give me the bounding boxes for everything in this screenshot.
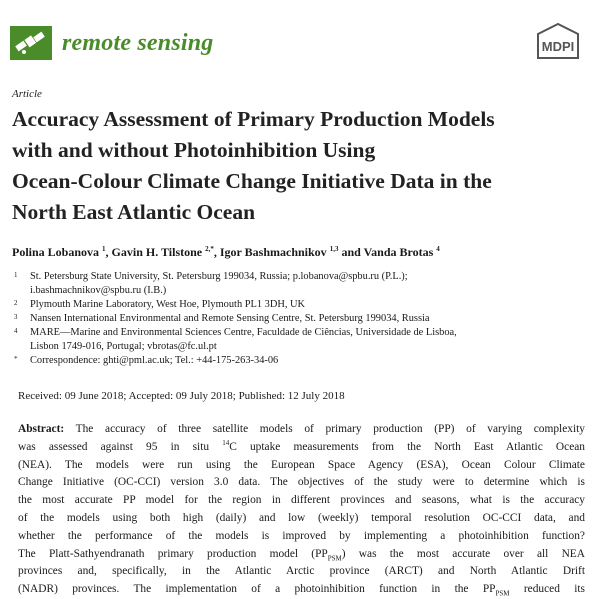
abstract-label: Abstract: bbox=[18, 423, 65, 435]
abstract-line: was assessed against 95 in situ $^{14}$C uptake measurements from the North East Atlantic Ocean bbox=[18, 439, 585, 453]
satellite-icon bbox=[10, 26, 52, 60]
abstract-line: Change Initiative (OC-CCI) version 3.0 data. The objectives of the study were to determine which is bbox=[18, 476, 585, 489]
abstract-line: Abstract: The accuracy of three satellite models of primary production (PP) of varying complexity bbox=[18, 423, 585, 435]
title-line: Ocean-Colour Climate Change Initiative Data in the bbox=[12, 169, 492, 193]
title-line: Accuracy Assessment of Primary Production Models bbox=[12, 107, 495, 131]
page-header bbox=[0, 0, 601, 80]
affiliation-4 bbox=[14, 326, 584, 354]
abstract-line: The Platt-Sathyendranath primary production model $(PP_{PSM})$ was the most accurate over all NEA bbox=[18, 547, 585, 562]
affiliation-marker: 4 bbox=[14, 327, 18, 335]
abstract-line: (NEA). The models were run using the European Space Agency (ESA), Ocean Colour Climate bbox=[18, 458, 585, 471]
affiliation-1 bbox=[14, 270, 584, 298]
abstract-line: whether the performance of the models is improved by implementing a photoinhibition function? bbox=[18, 529, 585, 542]
title-line: North East Atlantic Ocean bbox=[12, 200, 256, 224]
affiliation-text: Correspondence: ghti@pml.ac.uk; Tel.: +44-175-263-34-06 bbox=[30, 355, 279, 366]
mdpi-logo-text: MDPI bbox=[541, 39, 575, 54]
author-name[interactable]: Polina Lobanova bbox=[12, 245, 100, 259]
affiliation-marker: * bbox=[14, 355, 18, 363]
journal-name: remote sensing bbox=[62, 30, 214, 56]
affiliation-text: Lisbon 1749-016, Portugal; vbrotas@fc.ul.pt bbox=[30, 341, 217, 352]
author-sup: 1,3 bbox=[329, 245, 339, 253]
abstract-line: (NADR) provinces. The implementation of a photoinhibition function in the $PP_{PSM}$ reduced its bbox=[18, 583, 585, 598]
author-sup: 1 bbox=[102, 245, 106, 253]
author-sup: 2,* bbox=[205, 245, 214, 253]
affiliation-marker: 2 bbox=[14, 299, 18, 307]
affiliations bbox=[14, 270, 584, 368]
affiliation-text: MARE—Marine and Environmental Sciences Centre, Faculdade de Ciências, Universidade de Lisboa, bbox=[30, 327, 457, 338]
abstract-line: of the models using both high (daily) and low (weekly) temporal resolution OC-CCI data, and bbox=[18, 511, 585, 524]
author-list: Polina Lobanova $^1$, Gavin H. Tilstone $^{2,*}$, Igor Bashmachnikov $^{1,3}$ and Vanda Brotas $^4$ bbox=[12, 245, 440, 259]
affiliation-2 bbox=[14, 298, 584, 312]
article-title bbox=[12, 104, 592, 228]
author-name[interactable]: Vanda Brotas bbox=[363, 245, 434, 259]
author-name[interactable]: Gavin H. Tilstone bbox=[111, 245, 203, 259]
affiliation-3 bbox=[14, 312, 584, 326]
affiliation-text: Plymouth Marine Laboratory, West Hoe, Plymouth PL1 3DH, UK bbox=[30, 299, 306, 310]
mdpi-logo bbox=[528, 20, 588, 64]
affiliation-marker: 1 bbox=[14, 271, 18, 279]
title-line: with and without Photoinhibition Using bbox=[12, 138, 376, 162]
correspondence bbox=[14, 354, 584, 368]
affiliation-text: St. Petersburg State University, St. Petersburg 199034, Russia; p.lobanova@spbu.ru (P.L.); bbox=[30, 271, 408, 282]
affiliation-text: i.bashmachnikov@spbu.ru (I.B.) bbox=[30, 285, 167, 296]
publication-dates: Received: 09 June 2018; Accepted: 09 July 2018; Published: 12 July 2018 bbox=[18, 390, 345, 402]
abstract-line: provinces and, specifically, in the Atlantic Arctic province (ARCT) and North Atlantic Drift bbox=[18, 565, 585, 578]
abstract bbox=[18, 421, 585, 599]
affiliation-marker: 3 bbox=[14, 313, 18, 321]
abstract-line: the most accurate PP model for the region in different provinces and seasons, what is the accuracy bbox=[18, 494, 585, 507]
article-type: Article bbox=[12, 88, 42, 100]
author-sup: 4 bbox=[436, 245, 440, 253]
affiliation-text: Nansen International Environmental and Remote Sensing Centre, St. Petersburg 199034, Russia bbox=[30, 313, 430, 324]
author-name[interactable]: Igor Bashmachnikov bbox=[219, 245, 327, 259]
